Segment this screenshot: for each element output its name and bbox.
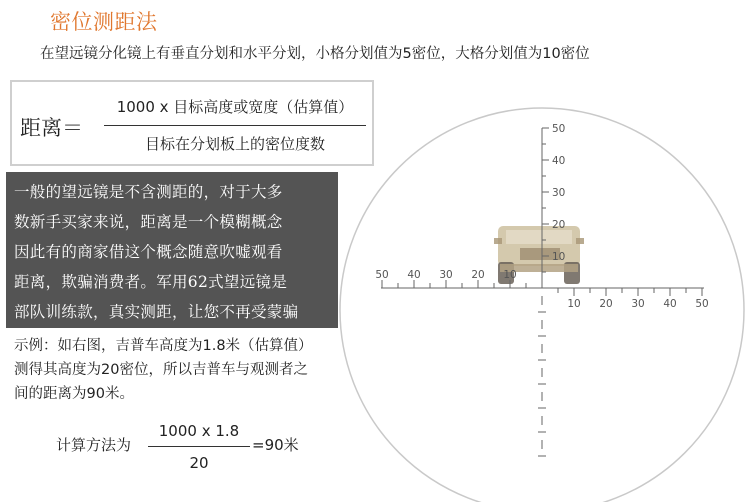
description-line: 因此有的商家借这个概念随意吹嘘观看 xyxy=(14,243,283,261)
jeep-mirror-right xyxy=(576,238,584,244)
reticle-label-up: 20 xyxy=(552,219,566,231)
page-title: 密位测距法 xyxy=(50,10,158,34)
jeep-mirror-left xyxy=(494,238,502,244)
reticle-label-right: 20 xyxy=(599,298,613,310)
reticle-label-right: 30 xyxy=(631,298,645,310)
reticle-label-left: 50 xyxy=(375,269,389,281)
formula-lhs: 距离＝ xyxy=(20,116,83,140)
formula-denominator: 目标在分划板上的密位度数 xyxy=(144,135,325,153)
reticle-label-right: 10 xyxy=(567,298,581,310)
description-line: 一般的望远镜是不含测距的，对于大多 xyxy=(14,183,283,201)
reticle-label-left: 40 xyxy=(407,269,421,281)
description-line: 部队训练款，真实测距，让您不再受蒙骗 xyxy=(14,303,299,321)
reticle-label-up: 10 xyxy=(552,251,566,263)
description-line: 距离，欺骗消费者。军用62式望远镜是 xyxy=(14,273,288,291)
calc-result: =90米 xyxy=(252,436,299,454)
reticle-label-up: 30 xyxy=(552,187,566,199)
reticle-label-right: 50 xyxy=(695,298,709,310)
jeep-windshield xyxy=(506,230,572,244)
description-line: 数新手买家来说，距离是一个模糊概念 xyxy=(14,213,283,231)
example-line: 间的距离为90米。 xyxy=(14,386,134,402)
reticle-label-right: 40 xyxy=(663,298,677,310)
reticle-label-left: 20 xyxy=(471,269,485,281)
reticle-label-up: 50 xyxy=(552,123,566,135)
calc-label: 计算方法为 xyxy=(56,436,132,454)
example-line: 示例：如右图，吉普车高度为1.8米（估算值） xyxy=(14,338,313,354)
page-subtitle: 在望远镜分化镜上有垂直分划和水平分划，小格分划值为5密位，大格分划值为10密位 xyxy=(40,46,590,62)
reticle-label-up: 40 xyxy=(552,155,566,167)
example-line: 测得其高度为20密位，所以吉普车与观测者之 xyxy=(14,362,308,378)
calc-numerator: 1000 x 1.8 xyxy=(158,422,240,440)
calc-denominator: 20 xyxy=(189,454,209,472)
reticle-label-left: 10 xyxy=(503,269,517,281)
formula-numerator: 1000 x 目标高度或宽度（估算值） xyxy=(116,98,354,116)
reticle-label-left: 30 xyxy=(439,269,453,281)
